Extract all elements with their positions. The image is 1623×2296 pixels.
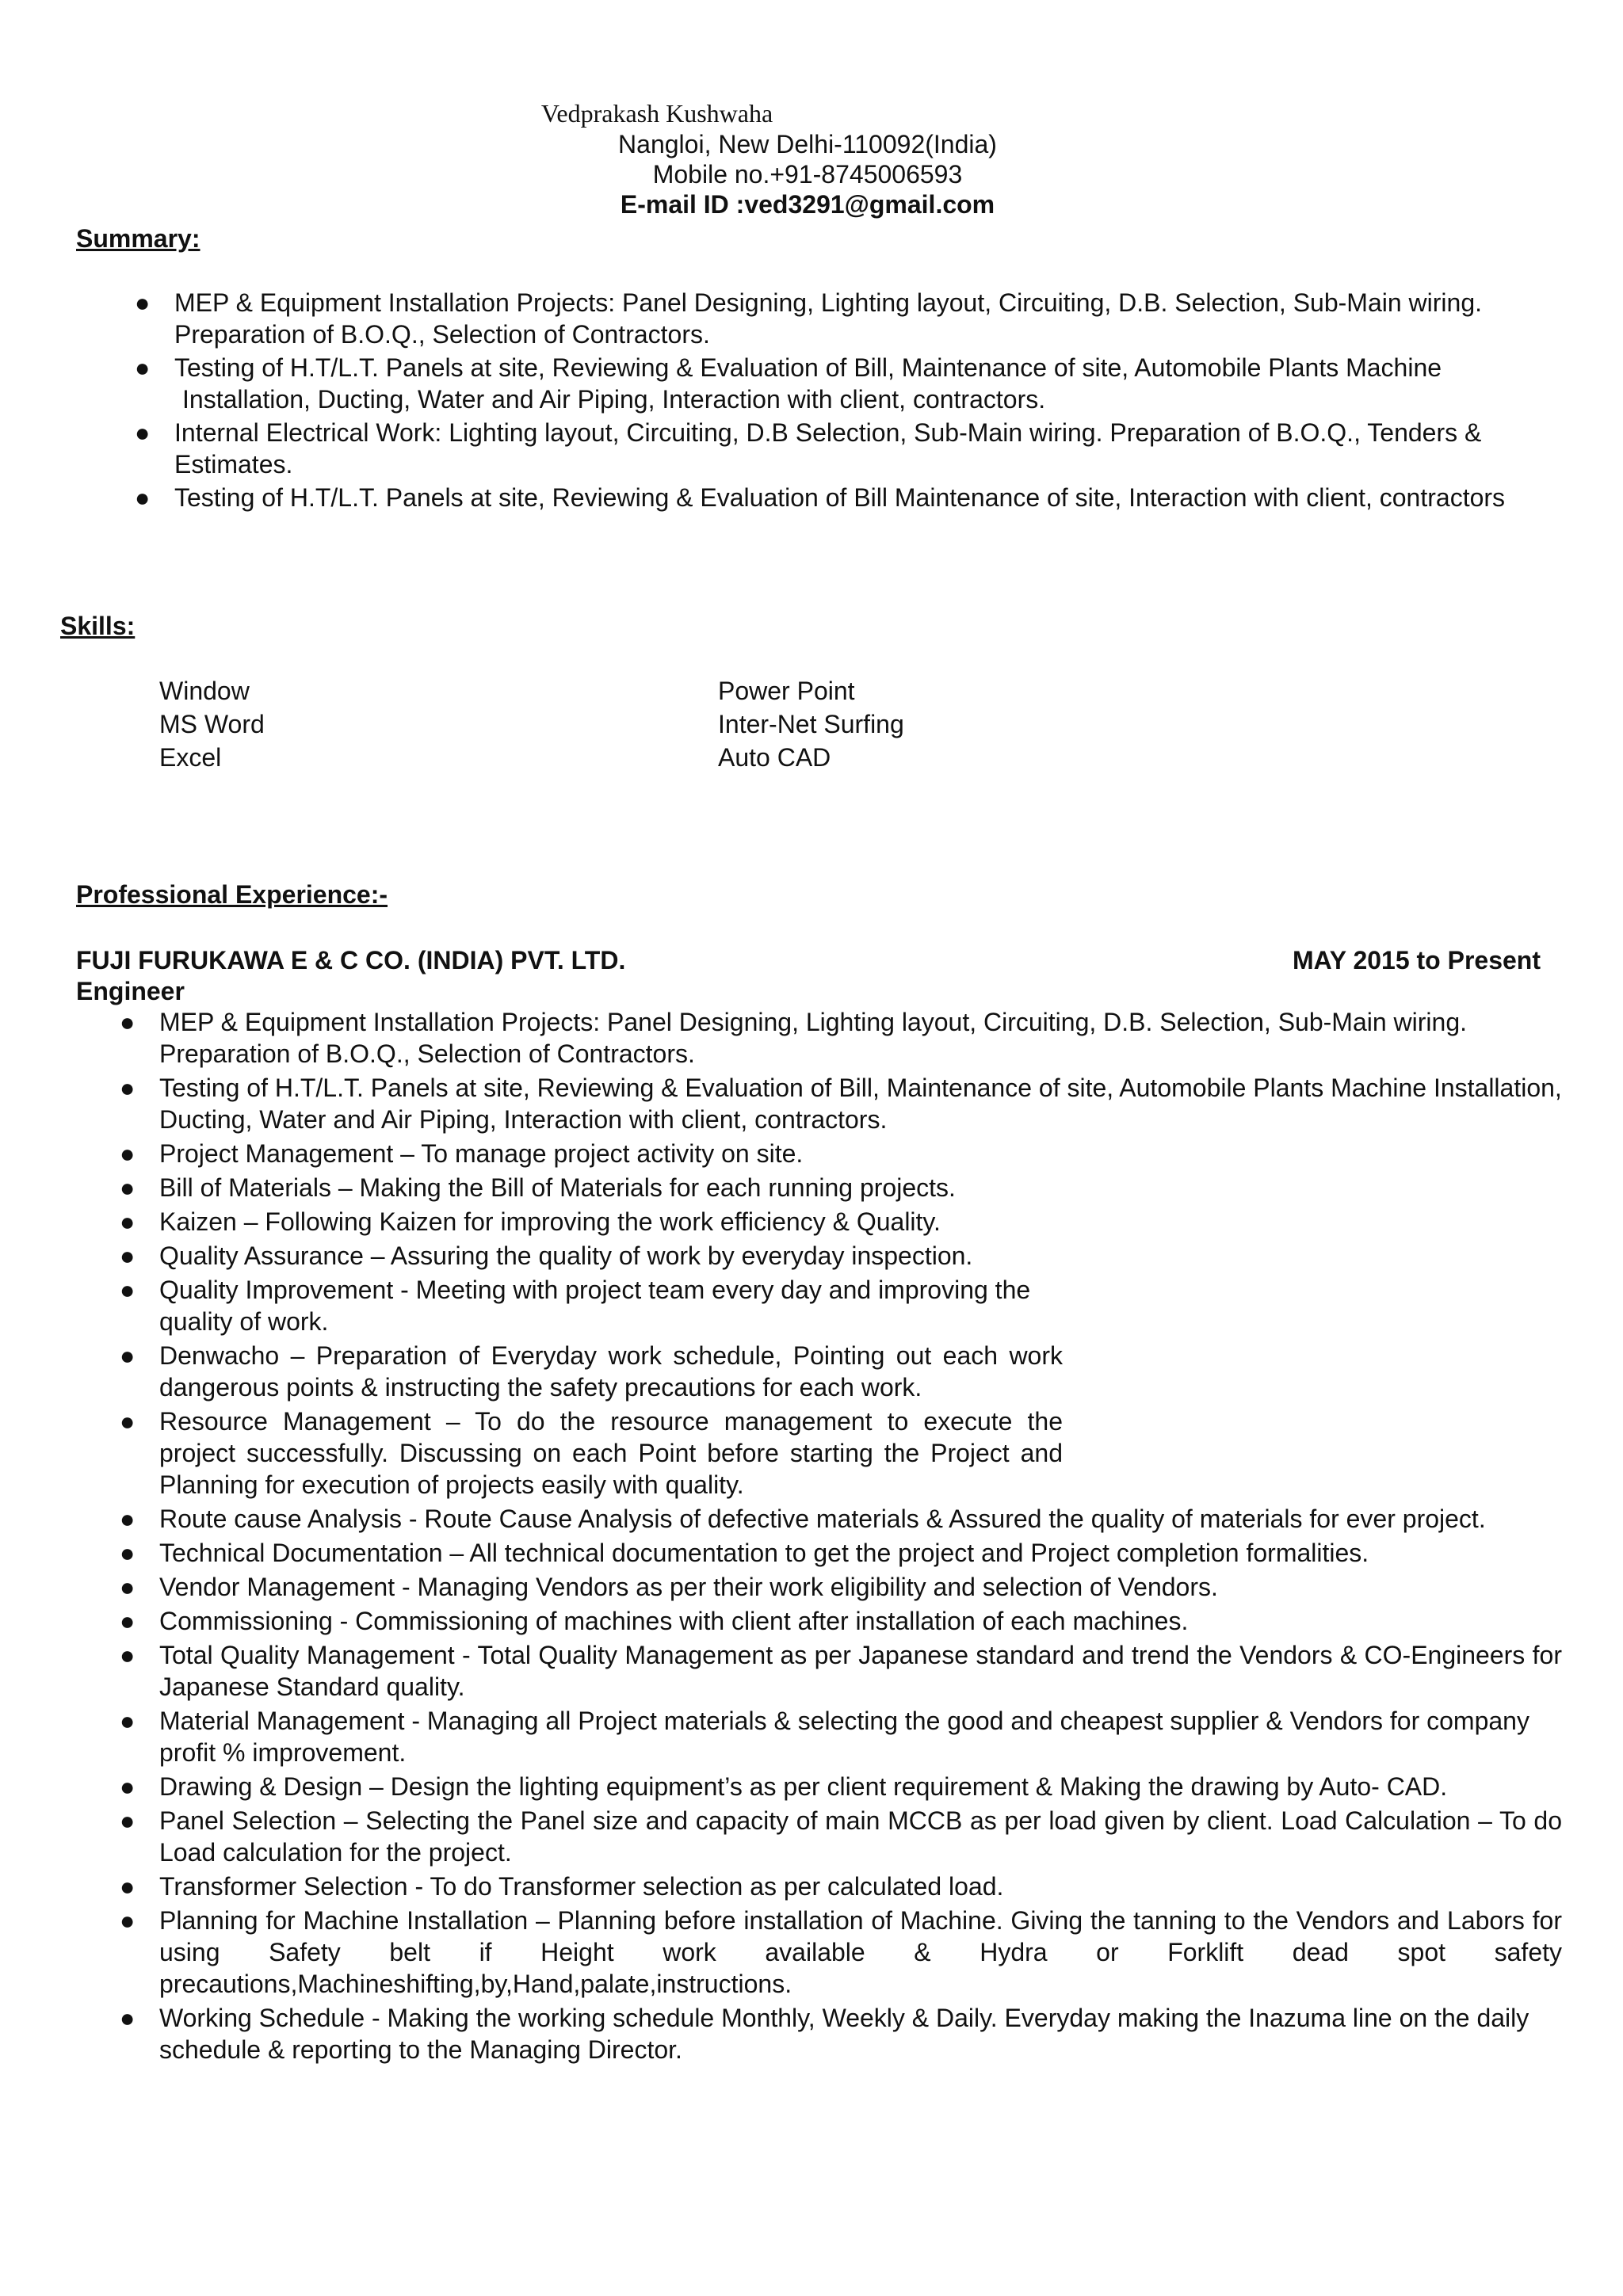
candidate-address: Nangloi, New Delhi-110092(India) bbox=[618, 130, 997, 158]
summary-item: ● Testing of H.T/L.T. Panels at site, Reviewing & Evaluation of Bill, Maintenance of site, Automobile Plants Machine Installation, Ducting, Water and Air Piping, Interaction with client, contractors. bbox=[135, 353, 1442, 414]
skill-item: Inter-Net Surfing bbox=[718, 710, 904, 738]
experience-heading: Professional Experience:- bbox=[76, 880, 388, 909]
bullet-icon: ● bbox=[120, 2004, 136, 2032]
bullet-icon: ● bbox=[120, 1906, 136, 1935]
bullet-icon: ● bbox=[120, 1505, 136, 1533]
skills-column-1 bbox=[159, 674, 265, 774]
bullet-icon: ● bbox=[135, 483, 151, 512]
bullet-icon: ● bbox=[120, 1407, 136, 1436]
skill-item: Auto CAD bbox=[718, 743, 831, 772]
bullet-icon: ● bbox=[120, 1772, 136, 1801]
bullet-icon: ● bbox=[120, 1607, 136, 1635]
summary-heading: Summary: bbox=[76, 224, 200, 253]
bullet-icon: ● bbox=[120, 1573, 136, 1601]
experience-item: ● MEP & Equipment Installation Projects: Panel Designing, Lighting layout, Circuiting, D.B. Selection, Sub-Main wiring. Preparation of B.O.Q., Selection of Contractors. bbox=[120, 1008, 1468, 1068]
bullet-icon: ● bbox=[120, 1207, 136, 1236]
candidate-email: E-mail ID :ved3291@gmail.com bbox=[620, 190, 995, 219]
bullet-icon: ● bbox=[120, 1173, 136, 1202]
experience-item: ● Vendor Management - Managing Vendors as per their work eligibility and selection of Vendors. bbox=[120, 1573, 1218, 1601]
bullet-icon: ● bbox=[120, 1707, 136, 1735]
experience-item: ● Quality Assurance – Assuring the quality of work by everyday inspection. bbox=[120, 1241, 973, 1270]
summary-list bbox=[135, 287, 1569, 515]
bullet-icon: ● bbox=[120, 1139, 136, 1168]
experience-item: ● Panel Selection – Selecting the Panel size and capacity of main MCCB as per load given by client. Load Calculation – To do Load calculation for the project. bbox=[120, 1806, 1562, 1867]
experience-item: ● Testing of H.T/L.T. Panels at site, Reviewing & Evaluation of Bill, Maintenance of site, Automobile Plants Machine Installation, Ducting, Water and Air Piping, Interaction with client, contractors. bbox=[120, 1074, 1562, 1134]
bullet-icon: ● bbox=[135, 353, 151, 382]
experience-item: ● Total Quality Management - Total Quality Management as per Japanese standard and trend the Vendors & CO-Engineers for Japanese Standard quality. bbox=[120, 1641, 1562, 1701]
summary-item: ● Internal Electrical Work: Lighting layout, Circuiting, D.B Selection, Sub-Main wiring. Preparation of B.O.Q., Tenders & Estimates. bbox=[135, 418, 1482, 479]
skills-heading: Skills: bbox=[60, 612, 136, 640]
summary-item: ● MEP & Equipment Installation Projects: Panel Designing, Lighting layout, Circuiting, D.B. Selection, Sub-Main wiring. Preparation of B.O.Q., Selection of Contractors. bbox=[135, 288, 1483, 349]
experience-item: ● Drawing & Design – Design the lighting equipment’s as per client requirement & Making the drawing by Auto- CAD. bbox=[120, 1772, 1448, 1801]
skill-item: MS Word bbox=[159, 710, 265, 738]
experience-item: ● Commissioning - Commissioning of machines with client after installation of each machines. bbox=[120, 1607, 1189, 1635]
skill-item: Window bbox=[159, 677, 250, 705]
company-name: FUJI FURUKAWA E & C CO. (INDIA) PVT. LTD. bbox=[76, 946, 626, 974]
experience-list bbox=[120, 1006, 1562, 2068]
summary-item: ● Testing of H.T/L.T. Panels at site, Reviewing & Evaluation of Bill Maintenance of site, Interaction with client, contractors bbox=[135, 483, 1506, 512]
candidate-name: Vedprakash Kushwaha bbox=[540, 99, 773, 128]
experience-item: ● Technical Documentation – All technical documentation to get the project and Project completion formalities. bbox=[120, 1539, 1369, 1567]
experience-item: ● Route cause Analysis - Route Cause Analysis of defective materials & Assured the quality of materials for ever project. bbox=[120, 1505, 1486, 1533]
bullet-icon: ● bbox=[120, 1074, 136, 1102]
experience-item: ● Material Management - Managing all Project materials & selecting the good and cheapest supplier & Vendors for company profit % improvement. bbox=[120, 1707, 1529, 1767]
bullet-icon: ● bbox=[120, 1276, 136, 1304]
bullet-icon: ● bbox=[120, 1641, 136, 1669]
bullet-icon: ● bbox=[135, 288, 151, 317]
bullet-icon: ● bbox=[135, 418, 151, 447]
experience-item: ● Denwacho – Preparation of Everyday work schedule, Pointing out each work dangerous points & instructing the safety precautions for each work. bbox=[120, 1341, 1063, 1402]
experience-item: ● Project Management – To manage project activity on site. bbox=[120, 1139, 804, 1168]
experience-item: ● Quality Improvement - Meeting with project team every day and improving the quality of work. bbox=[120, 1276, 1031, 1336]
candidate-mobile: Mobile no.+91-8745006593 bbox=[652, 160, 963, 189]
bullet-icon: ● bbox=[120, 1241, 136, 1270]
bullet-icon: ● bbox=[120, 1806, 136, 1835]
experience-item: ● Transformer Selection - To do Transformer selection as per calculated load. bbox=[120, 1872, 1004, 1901]
skill-item: Power Point bbox=[718, 677, 855, 705]
bullet-icon: ● bbox=[120, 1872, 136, 1901]
skill-item: Excel bbox=[159, 743, 222, 772]
bullet-icon: ● bbox=[120, 1539, 136, 1567]
experience-item: ● Working Schedule - Making the working schedule Monthly, Weekly & Daily. Everyday making the Inazuma line on the daily schedule & reporting to the Managing Director. bbox=[120, 2004, 1529, 2064]
experience-item: ● Kaizen – Following Kaizen for improving the work efficiency & Quality. bbox=[120, 1207, 941, 1236]
job-role: Engineer bbox=[76, 977, 185, 1005]
experience-item: ● Bill of Materials – Making the Bill of Materials for each running projects. bbox=[120, 1173, 956, 1202]
skills-column-2 bbox=[718, 674, 904, 774]
bullet-icon: ● bbox=[120, 1341, 136, 1370]
experience-item: ● Resource Management – To do the resource management to execute the project successfully. Discussing on each Point before starting the Project and Planning for execution of projects easily with quality. bbox=[120, 1407, 1063, 1499]
bullet-icon: ● bbox=[120, 1008, 136, 1036]
employment-dates: MAY 2015 to Present bbox=[1292, 946, 1541, 974]
experience-item: ● Planning for Machine Installation – Planning before installation of Machine. Giving the tanning to the Vendors and Labors for using Safety belt if Height work available & Hydra or Forklift dead spot safety precautions,Machineshifting,by,Hand,palate,instructions. bbox=[120, 1906, 1562, 1998]
